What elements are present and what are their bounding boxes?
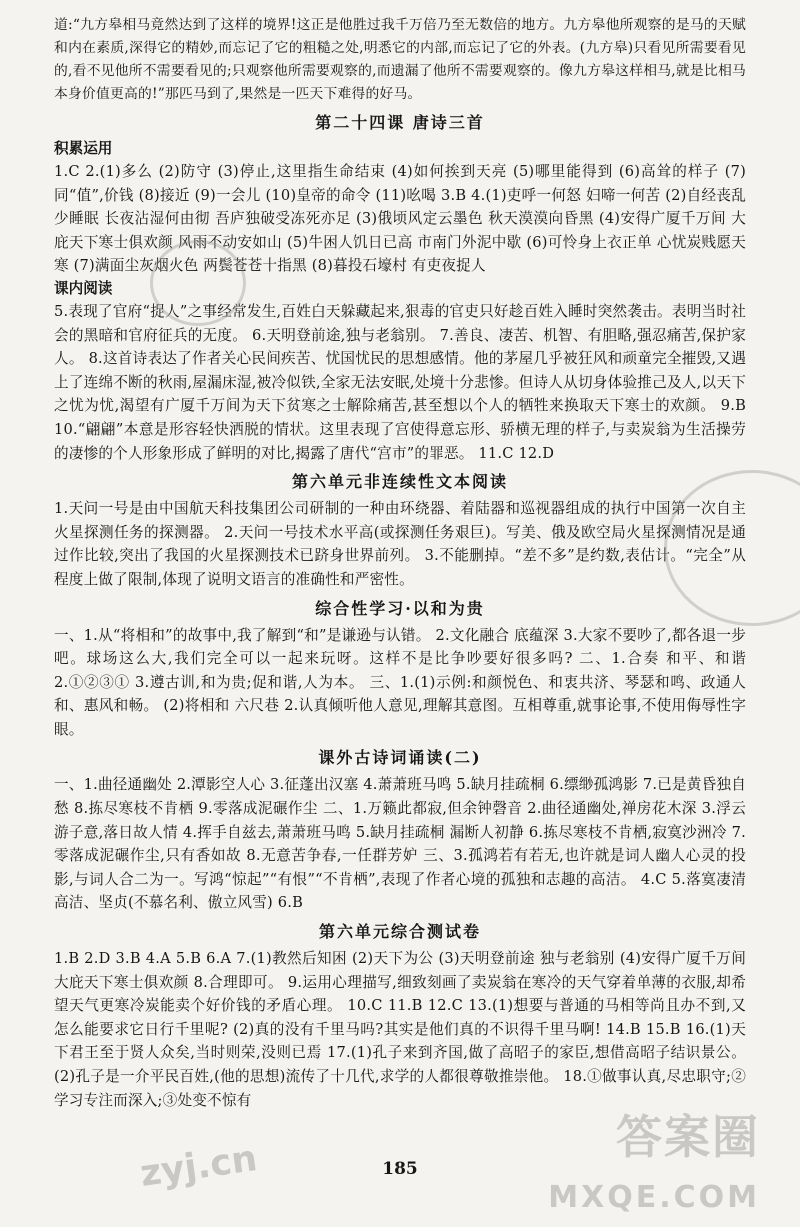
- watermark-site-url: MXQE.COM: [548, 1180, 760, 1215]
- comprehensive-study-title: 综合性学习·以和为贵: [315, 598, 485, 618]
- intro-paragraph: 道:“九方皋相马竟然达到了这样的境界!这正是他胜过我千万倍乃至无数倍的地方。九方皋他所观察的是马的天赋和内在素质,深得它的精妙,而忘记了它的粗糙之处,明悉它的内部,而忘记了它的外表。(九方皋)只看见所需要看见的,看不见他所不需要看见的;只观察他所需要观察的,而遗漏了他所不需要观察的。像九方皋这样相马,就是比相马本身价值更高的!”那匹马到了,果然是一匹天下难得的好马。: [54, 17, 746, 102]
- comprehensive-study-answers: 一、1.从“将相和”的故事中,我了解到“和”是谦逊与认错。 2.文化融合 底蕴深 3.大家不要吵了,都各退一步吧。球场这么大,我们完全可以一起来玩呀。这样不是比争吵要好很多吗? 二、1.合奏 和平、和谐 2.①②③① 3.遵古训,和为贵;促和谐,人为本。 三、1.(1)示例:和颜悦色、和衷共济、琴瑟和鸣、政通人和、惠风和畅。 (2)将相和 六尺巷 2.认真倾听他人意见,理解其意图。互相尊重,就事论事,不使用侮辱性字眼。: [54, 626, 746, 738]
- lesson24-subheading-accumulation: 积累运用: [54, 140, 113, 157]
- lesson24-accumulation-answers: 1.C 2.(1)多么 (2)防守 (3)停止,这里指生命结束 (4)如何挨到天亮 (5)哪里能得到 (6)高耸的样子 (7)同“值”,价钱 (8)接近 (9)一会儿 (10)皇帝的命令 (11)吆喝 3.B 4.(1)吏呼一何怒 妇啼一何苦 (2)自经丧乱少睡眠 长夜沾湿何由彻 吾庐独破受冻死亦足 (3)俄顷风定云墨色 秋天漠漠向昏黑 (4)安得广厦千万间 大庇天下寒士俱欢颜 风雨不动安如山 (5)牛困人饥日已高 市南门外泥中歇 (6)可怜身上衣正单 心忧炭贱愿天寒 (7)满面尘灰烟火色 两鬓苍苍十指黑 (8)暮投石壕村 有吏夜捉人: [54, 163, 746, 275]
- extracurricular-poems-answers: 一、1.曲径通幽处 2.潭影空人心 3.征蓬出汉塞 4.萧萧班马鸣 5.缺月挂疏桐 6.缥缈孤鸿影 7.已是黄昏独自愁 8.拣尽寒枝不肯栖 9.零落成泥碾作尘 二、1.万籁此都寂,但余钟磬音 2.曲径通幽处,禅房花木深 3.浮云游子意,落日故人情 4.挥手自兹去,萧萧班马鸣 5.缺月挂疏桐 漏断人初静 6.拣尽寒枝不肯栖,寂寞沙洲冷 7.零落成泥碾作尘,只有香如故 8.无意苦争春,一任群芳妒 三、3.孤鸿若有若无,也许就是词人幽人心灵的投影,与词人合二为一。写鸿“惊起”“有恨”“不肯栖”,表现了作者心境的孤独和志趣的高洁。 4.C 5.落寞凄清 高洁、坚贞(不慕名利、傲立风雪) 6.B: [54, 776, 746, 912]
- unit6-test-answers: 1.B 2.D 3.B 4.A 5.B 6.A 7.(1)教然后知困 (2)天下为公 (3)天明登前途 独与老翁别 (4)安得广厦千万间 大庇天下寒士俱欢颜 8.合理即可。 9.运用心理描写,细致刻画了卖炭翁在寒冷的天气穿着单薄的衣服,却希望天气更寒冷炭能卖个好价钱的矛盾心理。 10.C 11.B 12.C 13.(1)想要与普通的马相等尚且办不到,又怎么能要求它日行千里呢? (2)真的没有千里马吗?其实是他们真的不识得千里马啊! 14.B 15.B 16.(1)天下君王至于贤人众矣,当时则荣,没则已焉 17.(1)孔子来到齐国,做了高昭子的家臣,想借高昭子结识景公。 (2)孔子是一介平民百姓,(他的思想)流传了十几代,求学的人都很尊敬推崇他。 18.①做事认真,尽忠职守;②学习专注而深入;③处变不惊有: [54, 950, 746, 1109]
- unit6-nontext-title: 第六单元非连续性文本阅读: [291, 472, 508, 492]
- lesson24-reading-answers: 5.表现了官府“捉人”之事经常发生,百姓白天躲藏起来,狠毒的官吏只好趁百姓入睡时突然袭击。表明当时社会的黑暗和官府征兵的无度。 6.天明登前途,独与老翁别。 7.善良、凄苦、机智、有胆略,强忍痛苦,保护家人。 8.这首诗表达了作者关心民间疾苦、忧国忧民的思想感情。他的茅屋几乎被狂风和顽童完全摧毁,又遇上了连绵不断的秋雨,屋漏床湿,被冷似铁,全家无法安眠,处境十分悲惨。但诗人从切身体验推己及人,以天下之忧为忧,渴望有广厦千万间为天下贫寒之士解除痛苦,甚至想以个人的牺牲来换取天下寒士的欢颜。 9.B 10.“翩翩”本意是形容轻快洒脱的情状。这里表现了宫使得意忘形、骄横无理的样子,与卖炭翁为生活操劳的凄惨的个人形象形成了鲜明的对比,揭露了唐代“宫市”的罪恶。 11.C 12.D: [54, 302, 746, 462]
- lesson24-title: 第二十四课 唐诗三首: [315, 113, 485, 132]
- watermark-stamp-left: [150, 240, 246, 326]
- page-number: 185: [382, 1159, 418, 1179]
- extracurricular-poems-title: 课外古诗词诵读(二): [318, 748, 482, 768]
- unit6-test-title: 第六单元综合测试卷: [318, 922, 481, 942]
- watermark-site-logo: 答案圈: [616, 1110, 760, 1164]
- lesson24-subheading-reading: 课内阅读: [54, 279, 113, 297]
- watermark-left-text: zyj.cn: [137, 1138, 260, 1195]
- unit6-nontext-answers: 1.天问一号是由中国航天科技集团公司研制的一种由环绕器、着陆器和巡视器组成的执行中国第一次自主火星探测任务的探测器。 2.天问一号技术水平高(或探测任务艰巨)。写美、俄及欧空局火星探测情况是通过作比较,突出了我国的火星探测技术已跻身世界前列。 3.不能删掉。“差不多”是约数,表估计。“完全”从程度上做了限制,体现了说明文语言的准确性和严密性。: [54, 500, 746, 588]
